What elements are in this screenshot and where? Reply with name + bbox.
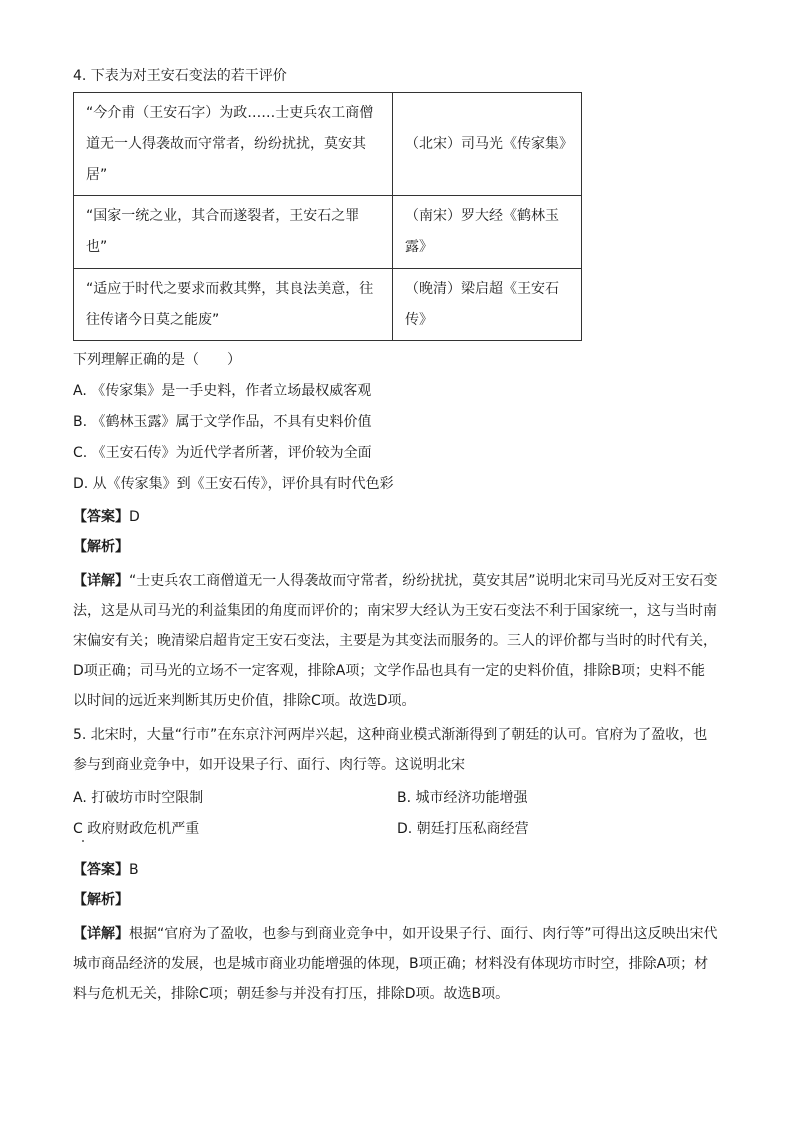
option-d: D. 朝廷打压私商经营 — [397, 821, 529, 837]
option-a: A. 打破坊市时空限制 — [73, 790, 204, 806]
source-line: 露》 — [405, 239, 433, 255]
answer-tag: 【答案】 — [73, 862, 129, 878]
analysis-tag — [73, 537, 129, 557]
option-c: C. 《王安石传》为近代学者所著，评价较为全面 — [73, 445, 372, 461]
analysis-tag — [73, 890, 129, 910]
table-cell-quote — [74, 93, 393, 196]
quote-line: 道无一人得袭故而守常者，纷纷扰扰，莫安其 — [86, 135, 366, 152]
question-5-detail — [73, 919, 723, 1009]
option-b: B. 《鹤林玉露》属于文学作品，不具有史料价值 — [73, 414, 372, 430]
option-c: C 政府财政危机严重 — [73, 821, 200, 837]
table-cell-quote — [74, 196, 393, 269]
detail-line: 以时间的远近来判断其历史价值，排除C项。故选D项。 — [73, 693, 416, 709]
quote-line: 也” — [86, 239, 108, 255]
stem-line: 5. 北宋时，大量“行市”在东京汴河两岸兴起，这种商业模式渐渐得到了朝廷的认可。官府为了盈收，也 — [73, 727, 708, 743]
table-cell-source — [393, 196, 582, 269]
detail-line — [73, 566, 723, 596]
detail-line: 料与危机无关，排除C项；朝廷参与并没有打压，排除D项。故选B项。 — [73, 986, 510, 1002]
detail-line — [73, 919, 723, 949]
detail-tag: 【详解】 — [73, 573, 129, 589]
source-line: （晚清）梁启超《王安石 — [405, 280, 559, 297]
question-5-stem — [73, 720, 723, 780]
table-row — [74, 93, 582, 196]
detail-line: D项正确；司马光的立场不一定客观，排除A项；文学作品也具有一定的史料价值，排除B项；史料不能 — [73, 663, 705, 679]
table-cell-source — [393, 269, 582, 341]
stem-line: 参与到商业竞争中，如开设果子行、面行、肉行等。这说明北宋 — [73, 757, 465, 773]
table-cell-source — [393, 93, 582, 196]
quote-line: 居” — [86, 166, 108, 183]
question-4-detail — [73, 566, 723, 716]
table-row — [74, 196, 582, 269]
detail-line: 宋偏安有关；晚清梁启超肯定王安石变法，主要是为其变法而服务的。三人的评价都与当时的时代有关， — [73, 633, 717, 649]
stray-mark — [82, 840, 84, 842]
option-a: A. 《传家集》是一手史料，作者立场最权威客观 — [73, 383, 372, 399]
evaluation-table — [73, 92, 582, 341]
answer-line — [73, 507, 140, 527]
quote-line: “今介甫（王安石字）为政……士吏兵农工商僧 — [86, 104, 374, 121]
detail-tag: 【详解】 — [73, 926, 129, 942]
option-b: B. 城市经济功能增强 — [397, 790, 528, 806]
detail-text: 根据“官府为了盈收，也参与到商业竞争中，如开设果子行、面行、肉行等”可得出这反映出宋代 — [129, 926, 718, 942]
answer-value: B — [129, 862, 139, 878]
source-line: 传》 — [405, 311, 433, 328]
detail-text: “士吏兵农工商僧道无一人得袭故而守常者，纷纷扰扰，莫安其居”说明北宋司马光反对王安石变 — [129, 573, 718, 589]
answer-value: D — [129, 509, 140, 525]
answer-tag: 【答案】 — [73, 509, 129, 525]
detail-line: 法，这是从司马光的利益集团的角度而评价的；南宋罗大经认为王安石变法不利于国家统一，这与当时南 — [73, 603, 717, 619]
option-d: D. 从《传家集》到《王安石传》，评价具有时代色彩 — [73, 476, 394, 492]
question-4-prompt: 下列理解正确的是（ ） — [73, 352, 241, 368]
detail-line: 城市商品经济的发展，也是城市商业功能增强的体现，B项正确；材料没有体现坊市时空，排除A项；材 — [73, 956, 709, 972]
table-cell-quote — [74, 269, 393, 341]
answer-line — [73, 860, 139, 880]
question-4-title: 4. 下表为对王安石变法的若干评价 — [73, 68, 287, 84]
quote-line: “适应于时代之要求而救其弊，其良法美意，往 — [86, 280, 374, 297]
quote-line: 往传诸今日莫之能废” — [86, 311, 220, 328]
source-line: （南宋）罗大经《鹤林玉 — [405, 208, 559, 224]
analysis-label: 【解析】 — [73, 892, 129, 908]
analysis-label: 【解析】 — [73, 539, 129, 555]
quote-line: “国家一统之业，其合而遂裂者，王安石之罪 — [86, 208, 360, 224]
source-line: （北宋）司马光《传家集》 — [405, 135, 573, 152]
table-row — [74, 269, 582, 341]
